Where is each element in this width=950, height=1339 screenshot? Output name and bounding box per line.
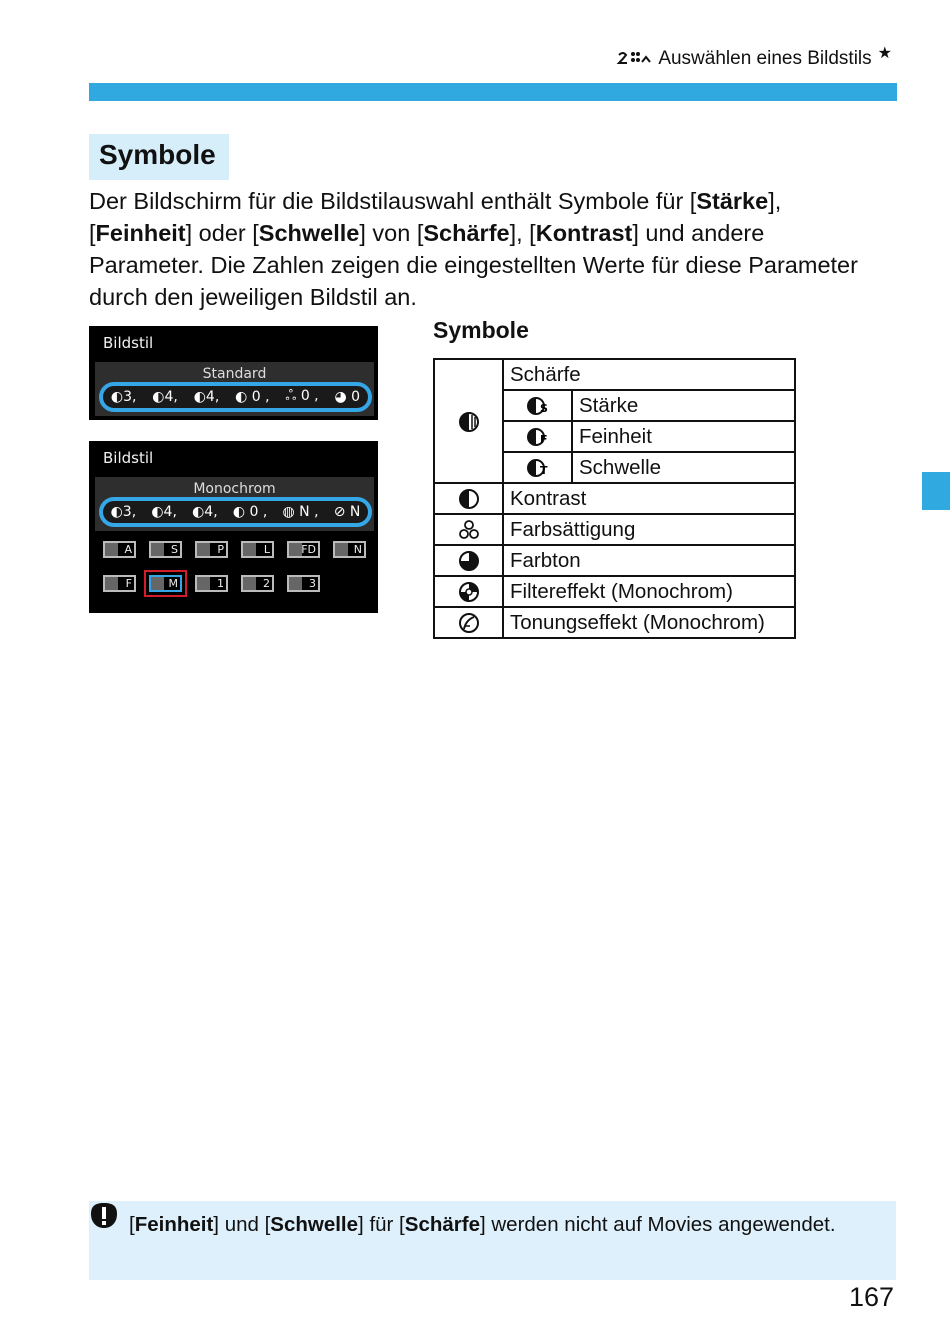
caution-text — [129, 1211, 869, 1239]
camera-style-panel — [95, 477, 374, 531]
strength-label: Stärke — [572, 390, 795, 421]
intro-bold: Feinheit — [95, 220, 186, 246]
note-text: ] werden nicht auf Movies angewendet. — [479, 1213, 836, 1236]
contrast-value: ◐ 0 , — [232, 504, 268, 520]
sharpness-label: Schärfe — [503, 359, 795, 390]
contrast-value: ◐ 0 , — [235, 389, 270, 405]
contrast-label: Kontrast — [503, 483, 795, 514]
sharpness-strength-value: ◐3, — [110, 389, 137, 405]
chapter-tab — [922, 472, 950, 510]
sharpness-fineness-value: ◐4, — [151, 504, 177, 520]
fineness-icon — [527, 426, 549, 448]
style-chip[interactable]: L — [241, 541, 274, 558]
style-chip[interactable]: N — [333, 541, 366, 558]
note-text: ] und [ — [213, 1213, 271, 1236]
sharpness-threshold-value: ◐4, — [193, 389, 220, 405]
toning-icon-cell — [434, 607, 503, 638]
picture-style-icon — [616, 49, 652, 69]
note-bold: Schärfe — [404, 1213, 480, 1236]
note-text: ] für [ — [358, 1213, 405, 1236]
camera-screen-title: Bildstil — [103, 334, 154, 352]
style-grid-row-2 — [103, 575, 320, 592]
caution-icon — [89, 1201, 119, 1231]
intro-bold: Kontrast — [535, 220, 633, 246]
intro-text: ] und andere Parameter. Die Zahlen zeigen die eingestellten Werte für diese Parameter durch den jeweiligen Bildstil an. — [89, 220, 858, 310]
filter-effect-icon — [458, 581, 480, 603]
intro-bold: Stärke — [696, 188, 769, 214]
style-chip[interactable]: 1 — [195, 575, 228, 592]
camera-screen-title: Bildstil — [103, 449, 154, 467]
fineness-label: Feinheit — [572, 421, 795, 452]
contrast-icon — [458, 488, 480, 510]
note-bold: Schwelle — [270, 1213, 359, 1236]
sharpness-icon — [458, 411, 480, 433]
tone-icon-cell — [434, 545, 503, 576]
style-chip[interactable]: F — [103, 575, 136, 592]
symbols-heading: Symbole — [433, 317, 529, 343]
note-text: [ — [129, 1213, 135, 1236]
strength-icon — [527, 395, 549, 417]
page-number: 167 — [848, 1282, 894, 1312]
strength-icon-cell — [503, 390, 572, 421]
style-chip[interactable]: 3 — [287, 575, 320, 592]
saturation-icon — [458, 519, 480, 541]
intro-text: Der Bildschirm für die Bildstilauswahl enthält Symbole für [ — [89, 188, 697, 214]
camera-style-name: Standard — [202, 366, 267, 382]
camera-param-row — [99, 382, 372, 412]
style-chip[interactable]: FD — [287, 541, 320, 558]
intro-text: ] oder [ — [185, 220, 259, 246]
intro-bold: Schwelle — [258, 220, 360, 246]
caution-note — [89, 1201, 896, 1280]
camera-style-panel — [95, 362, 374, 416]
svg-text:F: F — [539, 433, 548, 447]
fineness-icon-cell — [503, 421, 572, 452]
intro-bold: Schärfe — [423, 220, 510, 246]
toning-effect-icon — [458, 612, 480, 634]
style-grid-row-1 — [103, 541, 366, 558]
style-chip[interactable]: A — [103, 541, 136, 558]
camera-screen-standard — [89, 326, 378, 420]
threshold-label: Schwelle — [572, 452, 795, 483]
page-header — [616, 45, 892, 70]
sharpness-strength-value: ◐3, — [110, 504, 137, 520]
sharpness-threshold-value: ◐4, — [192, 504, 218, 520]
sharpness-fineness-value: ◐4, — [152, 389, 178, 405]
sharpness-icon-cell — [434, 359, 503, 483]
filter-effect-value: ◍ N , — [282, 504, 319, 520]
color-tone-value: ◕ 0 — [334, 389, 361, 405]
threshold-icon — [527, 457, 549, 479]
filter-icon-cell — [434, 576, 503, 607]
svg-text:T: T — [539, 464, 548, 478]
camera-screen-monochrome — [89, 441, 378, 613]
tone-label: Farbton — [503, 545, 795, 576]
filter-label: Filtereffekt (Monochrom) — [503, 576, 795, 607]
camera-style-name: Monochrom — [193, 481, 276, 497]
symbols-table — [433, 358, 796, 639]
toning-label: Tonungseffekt (Monochrom) — [503, 607, 795, 638]
intro-text: ], [ — [509, 220, 536, 246]
threshold-icon-cell — [503, 452, 572, 483]
svg-text:S: S — [539, 402, 548, 416]
style-chip[interactable]: S — [149, 541, 182, 558]
saturation-icon-cell — [434, 514, 503, 545]
style-chip[interactable]: 2 — [241, 575, 274, 592]
intro-paragraph — [89, 185, 869, 313]
color-tone-icon — [458, 550, 480, 572]
header-title: Auswählen eines Bildstils — [658, 48, 872, 69]
camera-param-row — [99, 497, 372, 527]
style-chip-selected[interactable]: M — [149, 575, 182, 592]
toning-effect-value: ⊘ N — [333, 504, 361, 520]
header-bar — [89, 83, 897, 101]
star-icon: ★ — [877, 45, 892, 62]
contrast-icon-cell — [434, 483, 503, 514]
saturation-label: Farbsättigung — [503, 514, 795, 545]
intro-text: ], [ — [89, 188, 782, 246]
saturation-value: ஃ 0 , — [285, 388, 319, 404]
section-title: Symbole — [89, 134, 229, 180]
intro-text: ] von [ — [359, 220, 424, 246]
style-chip[interactable]: P — [195, 541, 228, 558]
note-bold: Feinheit — [134, 1213, 214, 1236]
